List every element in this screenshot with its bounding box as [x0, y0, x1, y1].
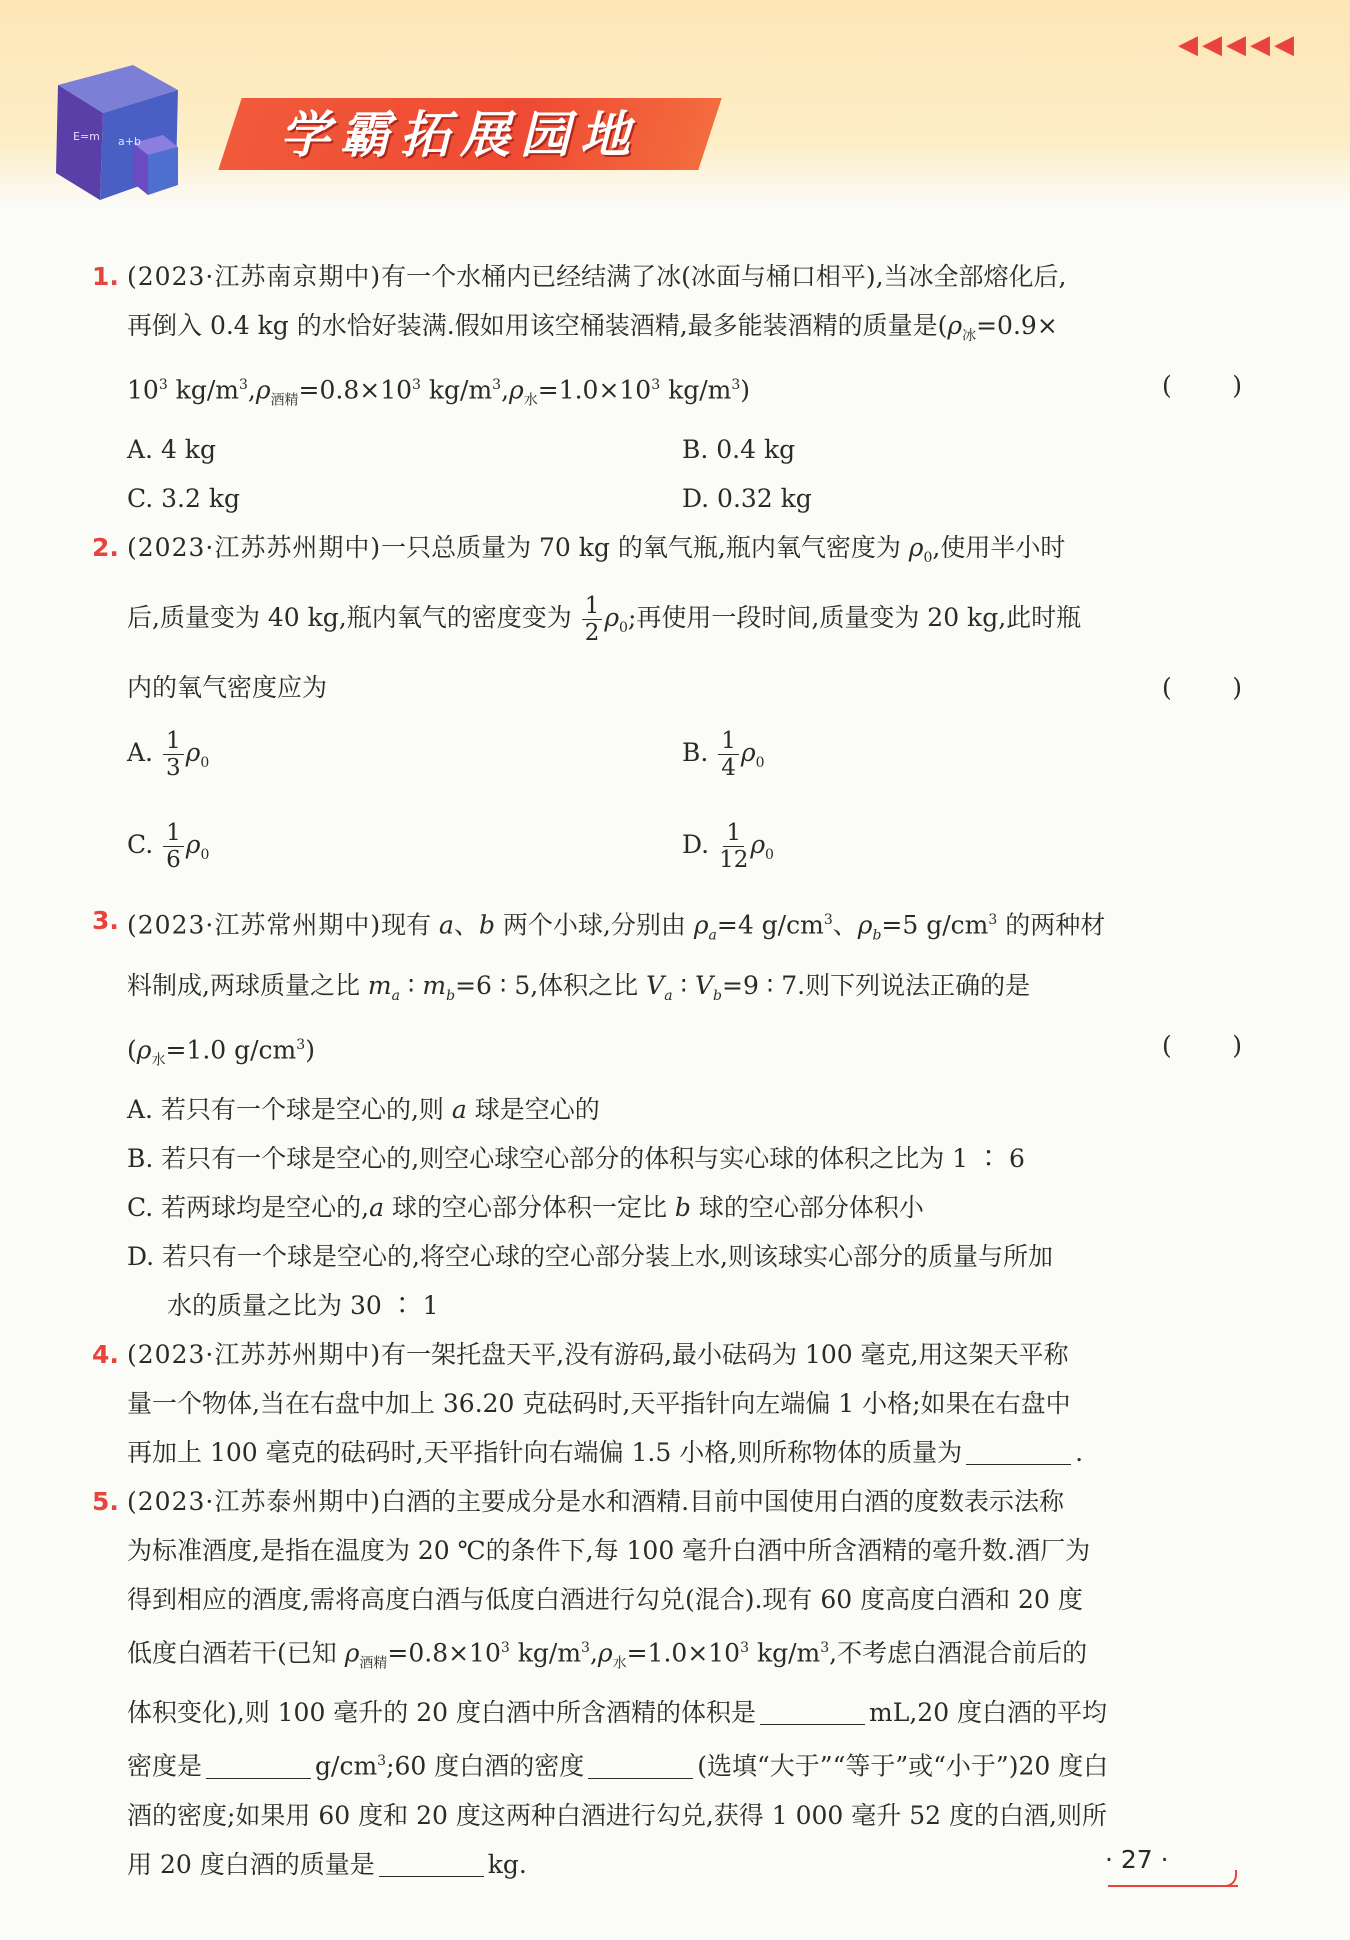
question-2 — [92, 523, 1242, 712]
option-c[interactable]: C. $\frac{1}{6}$ $\rho_0$ — [127, 820, 210, 874]
question-number: 4. — [92, 1339, 119, 1369]
answer-blank[interactable] — [588, 1748, 693, 1779]
question-text: (2023·江苏常州期中)现有 a、b 两个小球,分别由 $\rho_a=4$ $g/cm^3$、$\rho_b=5$ $g/cm^3$ 的两种材 料制成,两球质量之比 $m_a$ ∶ $m_b=6$ ∶ 5,体积之比 $V_a$ ∶ $V_b=9$ ∶ 7.则下列说法正确的是 ($\rho_水=1.0$ $g/cm^3$) ( ) — [127, 910, 1242, 1068]
answer-blank[interactable] — [760, 1694, 865, 1725]
question-source: (2023·江苏苏州期中) — [127, 533, 382, 563]
question-number: 3. — [92, 906, 119, 936]
svg-text:a+b: a+b — [118, 135, 141, 148]
option-d[interactable]: D. 0.32 kg — [682, 484, 812, 514]
options — [92, 712, 1242, 896]
option-c[interactable]: C. 3.2 kg — [127, 484, 240, 514]
answer-bracket[interactable]: ( ) — [1162, 1030, 1242, 1060]
question-5 — [92, 1477, 1242, 1889]
option-a[interactable]: A. 4 kg — [127, 435, 216, 465]
option-b[interactable]: B. 0.4 kg — [682, 435, 796, 465]
question-source: (2023·江苏南京期中) — [127, 262, 382, 291]
option-b[interactable]: B. 若只有一个球是空心的,则空心球空心部分的体积与实心球的体积之比为 1 ∶ 6 — [127, 1143, 1025, 1173]
question-1 — [92, 252, 1242, 425]
question-number: 1. — [92, 262, 119, 291]
answer-blank[interactable] — [966, 1434, 1071, 1465]
question-list — [92, 252, 1242, 1889]
question-text: (2023·江苏南京期中)有一个水桶内已经结满了冰(冰面与桶口相平),当冰全部熔化后, 再倒入 0.4 kg 的水恰好装满.假如用该空桶装酒精,最多能装酒精的质量是($\rho_冰=0.9\times$ $10^3$ $kg/m^3,\rho_{酒精}=0.8\times 10^3$ $kg/m^3,\rho_水=1.0\times 10^3$ $kg/m^3$) ( ) — [127, 262, 1242, 409]
option-d[interactable]: D. $\frac{1}{12}$ $\rho_0$ — [682, 820, 774, 874]
question-source: (2023·江苏泰州期中) — [127, 1486, 382, 1516]
answer-blank[interactable] — [379, 1846, 484, 1877]
question-4 — [92, 1330, 1242, 1477]
fraction: $\frac{1}{2}$ — [582, 593, 603, 646]
answer-blank[interactable] — [206, 1748, 311, 1779]
option-a[interactable]: A. 若只有一个球是空心的,则 a 球是空心的 — [127, 1094, 600, 1124]
options — [92, 425, 1242, 523]
option-c[interactable]: C. 若两球均是空心的,a 球的空心部分体积一定比 b 球的空心部分体积小 — [127, 1192, 924, 1222]
option-b[interactable]: B. $\frac{1}{4}$ $\rho_0$ — [682, 728, 765, 782]
question-text: (2023·江苏苏州期中)一只总质量为 70 kg 的氧气瓶,瓶内氧气密度为 $\rho_0$,使用半小时 后,质量变为 40 kg,瓶内氧气的密度变为 $\frac{1}{2}$ $\rho_0$;再使用一段时间,质量变为 20 kg,此时瓶 内的氧气密度应为 ( ) — [127, 523, 1242, 712]
question-text: (2023·江苏苏州期中)有一架托盘天平,没有游码,最小砝码为 100 毫克,用这架天平称 量一个物体,当在右盘中加上 36.20 克砝码时,天平指针向左端偏 1 小格;如果在右盘中 再加上 100 毫克的砝码时,天平指针向右端偏 1.5 小格,则所称物体的质量为 . — [127, 1339, 1084, 1467]
question-text: (2023·江苏泰州期中)白酒的主要成分是水和酒精.目前中国使用白酒的度数表示法称 为标准酒度,是指在温度为 20 ℃的条件下,每 100 毫升白酒中所含酒精的毫升数.酒厂为 得到相应的酒度,需将高度白酒与低度白酒进行勾兑(混合).现有 60 度高度白酒和 20 度 低度白酒若干(已知 $\rho_{酒精}=0.8\times 10^3$ $kg/m^3,\rho_水=1.0\times 10^3$ $kg/m^3$,不考虑白酒混合前后的 体积变化),则 100 毫升的 20 度白酒中所含酒精的体积是 mL,20 度白酒的平均 密度是 $g/cm^3;60$ 度白酒的密度 (选填“大于”“等于”或“小于”)20 度白 酒的密度;如果用 60 度和 20 度这两种白酒进行勾兑,获得 1 000 毫升 52 度的白酒,则所 用 20 度白酒的质量是 kg. — [127, 1486, 1109, 1879]
answer-bracket[interactable]: ( ) — [1162, 673, 1242, 703]
option-a[interactable]: A. $\frac{1}{3}$ $\rho_0$ — [127, 728, 210, 782]
question-source: (2023·江苏苏州期中) — [127, 1339, 382, 1369]
question-source: (2023·江苏常州期中) — [127, 910, 382, 940]
svg-text:E=m: E=m — [73, 130, 100, 143]
option-d[interactable]: D. 若只有一个球是空心的,将空心球的空心部分装上水,则该球实心部分的质量与所加 — [127, 1241, 1053, 1271]
page-number: · 27 · — [1105, 1845, 1169, 1874]
cube-icon — [38, 55, 183, 205]
question-3 — [92, 896, 1242, 1085]
page-title: 学霸拓展园地 — [280, 106, 640, 164]
question-number: 5. — [92, 1486, 119, 1516]
question-number: 2. — [92, 533, 119, 563]
option-d-continued: 水的质量之比为 30 ∶ 1 — [167, 1290, 439, 1320]
answer-bracket[interactable]: ( ) — [1162, 371, 1242, 400]
arrow-decoration: ◀◀◀◀◀ — [1178, 30, 1298, 60]
